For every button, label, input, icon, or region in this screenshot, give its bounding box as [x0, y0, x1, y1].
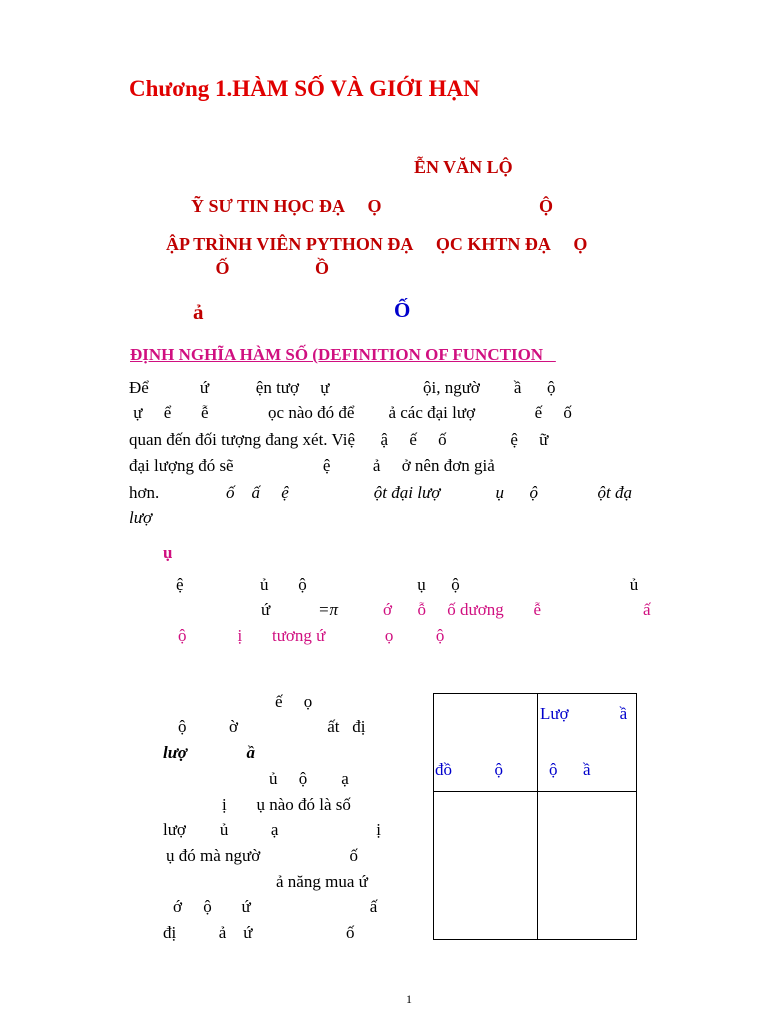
example-line-2b: ớ ỗ ố dương ễ ấ [383, 600, 651, 619]
left-col-line-3: lượ ầ [163, 743, 256, 762]
paragraph-line-2: ự ể ễ ọc nào đó để ả các đại lượ ế ố [129, 403, 572, 422]
left-col-line-4: ủ ộ ạ [269, 769, 349, 788]
left-col-line-8: ả năng mua ứ [276, 872, 368, 891]
left-col-line-1: ế ọ [275, 692, 313, 711]
left-col-line-6: lượ ủ ạ ị [163, 820, 381, 839]
paragraph-line-4: đại lượng đó sẽ ệ ả ở nên đơn giả [129, 456, 495, 475]
example-line-1: ệ ủ ộ ụ ộ ủ [176, 575, 639, 594]
example-line-3: ộ ị tương ứ ọ ộ [178, 626, 445, 645]
author-line-4: Ố Ồ [166, 258, 330, 278]
left-col-line-10: đị ả ứ ố [163, 923, 355, 942]
page-number: 1 [406, 992, 412, 1006]
paragraph-italic-line2: lượ [129, 508, 153, 527]
author-line-2: Ỹ SƯ TIN HỌC ĐẠ Ọ Ộ [191, 196, 554, 216]
section-heading: ĐỊNH NGHĨA HÀM SỐ (DEFINITION OF FUNCTION [130, 345, 556, 364]
paragraph-italic-tail: ố ấ ệ ột đại lượ ụ ộ ột đạ [226, 483, 633, 502]
table-cell-r2c1 [434, 792, 538, 940]
left-col-line-2: ộ ờ ất đị [178, 717, 366, 736]
example-label: ụ [163, 543, 173, 562]
left-col-line-7: ụ đó mà ngườ ố [166, 846, 358, 865]
data-table [433, 693, 637, 940]
table-text-r1c2: Lượ ầ [540, 704, 628, 723]
example-line-2a: ứ [261, 600, 271, 619]
chapter-title: Chương 1.HÀM SỐ VÀ GIỚI HẠN [129, 76, 480, 101]
paragraph-line-5: hơn. [129, 483, 160, 502]
left-col-line-5: ị ụ nào đó là số [222, 795, 351, 814]
left-col-line-9: ớ ộ ứ ấ [173, 897, 378, 916]
author-line-1: ỄN VĂN LỘ [414, 157, 513, 177]
table-cell-r2c2 [538, 792, 637, 940]
author-line-3: ẬP TRÌNH VIÊN PYTHON ĐẠ ỌC KHTN ĐẠ Ọ [166, 234, 588, 254]
example-pi: =π [318, 600, 338, 619]
paragraph-line-3: quan đến đối tượng đang xét. Việ ậ ế ố ệ ữ [129, 430, 549, 449]
paragraph-line-1: Để ứ ện tượ ự ội, ngườ ầ ộ [129, 378, 556, 397]
table-text-r1c2b: ộ ầ [549, 760, 591, 779]
table-text-r1c1: đồ ộ [435, 760, 503, 779]
mid-left-glyph: ả [193, 300, 204, 324]
mid-right-glyph: Ố [394, 298, 411, 322]
